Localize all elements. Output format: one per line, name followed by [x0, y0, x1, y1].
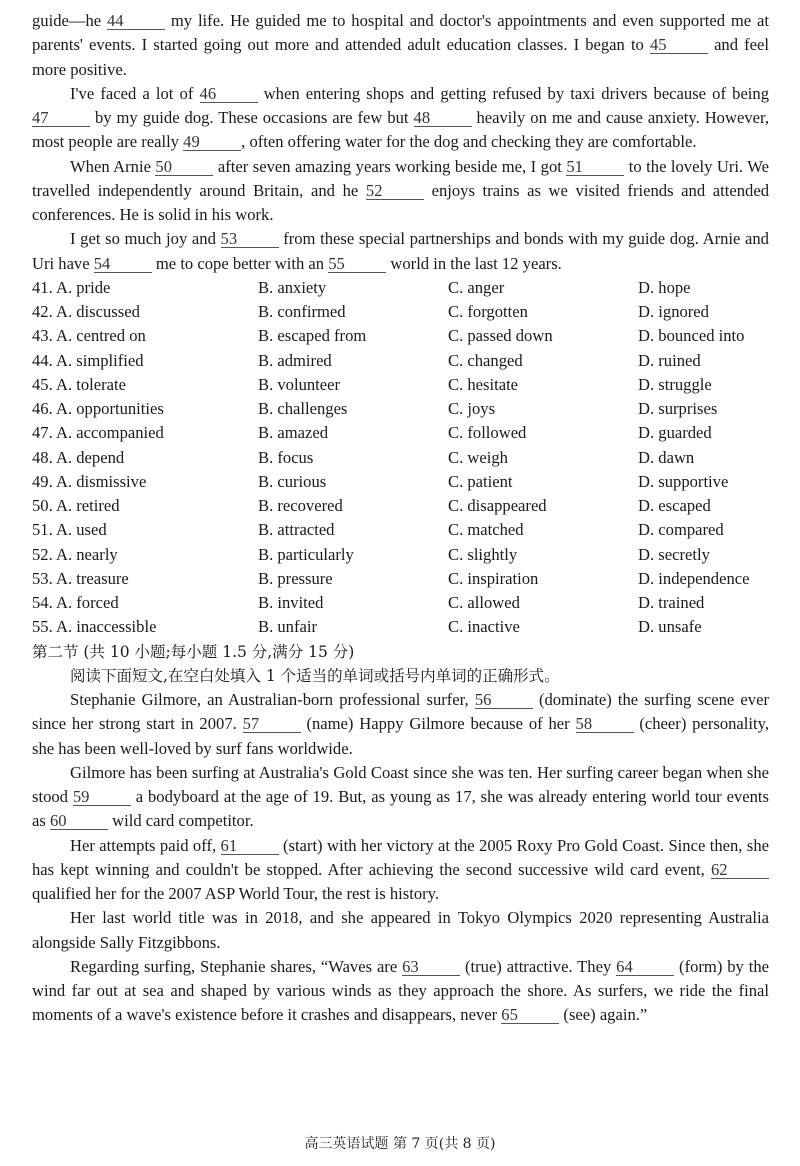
option-a[interactable]: A. discussed [55, 302, 140, 321]
option-a[interactable]: A. tolerate [55, 374, 127, 394]
passage-text: me to cope better with an [151, 253, 329, 273]
answer-blank[interactable]: 58 [576, 715, 634, 733]
passage-text: I've faced a lot of [70, 83, 200, 103]
passage-text: , often offering water for the dog and checking they are comfortable. [241, 132, 697, 152]
option-d[interactable]: D. escaped [638, 496, 711, 515]
option-a[interactable]: A. retired [55, 496, 120, 515]
option-c[interactable]: C. disappeared [448, 496, 547, 515]
option-a[interactable]: A. accompanied [55, 423, 164, 443]
answer-blank[interactable]: 45 [650, 36, 708, 54]
option-a-cell [32, 276, 258, 300]
option-d[interactable]: D. surprises [638, 399, 718, 418]
passage-text: (form) by the wind far out at sea and shaped by various winds as they approach the shore. As surfers, we ride the final moments of a wave's existence before it crashes and disappears, never [32, 956, 769, 1025]
question-number: 51. [32, 520, 53, 540]
passage-text: a bodyboard at the age of 19. But, as young as 17, she was already entering world tour events as [32, 787, 769, 831]
option-c[interactable]: C. forgotten [448, 302, 528, 321]
option-c[interactable]: C. weigh [448, 447, 508, 467]
option-a-cell [32, 543, 258, 567]
option-a-cell [32, 567, 258, 591]
question-options-row [32, 397, 769, 421]
answer-blank[interactable]: 54 [94, 255, 152, 273]
question-number: 50. [32, 496, 53, 515]
passage-text: (name) Happy Gilmore because of her [300, 714, 576, 734]
option-b[interactable]: B. focus [258, 447, 314, 467]
paragraph [32, 688, 769, 761]
question-options-row [32, 470, 769, 494]
section-2-instruction: 阅读下面短文,在空白处填入 1 个适当的单词或括号内单词的正确形式。 [70, 666, 560, 685]
question-options-row [32, 324, 769, 348]
passage-text: when entering shops and getting refused by taxi drivers because of being [257, 83, 770, 103]
option-a[interactable]: A. centred on [55, 326, 146, 346]
question-number: 49. [32, 471, 53, 491]
option-d[interactable]: D. compared [638, 520, 724, 540]
question-options-row [32, 543, 769, 567]
question-number: 43. [32, 326, 53, 346]
answer-blank[interactable]: 60 [50, 812, 108, 830]
answer-blank[interactable]: 51 [566, 158, 624, 176]
option-c[interactable]: C. joys [448, 399, 496, 418]
option-b[interactable]: B. challenges [258, 399, 348, 418]
paragraph [32, 155, 769, 228]
option-a[interactable]: A. forced [55, 593, 119, 612]
passage-text: heavily on me and cause anxiety. However, most people are really [32, 108, 769, 152]
option-b[interactable]: B. unfair [258, 617, 317, 637]
passage-text: Her last world title was in 2018, and she appeared in Tokyo Olympics 2020 representing Australia alongside Sally Fitzgibbons. [32, 908, 769, 952]
option-d[interactable]: D. ruined [638, 350, 701, 370]
option-b[interactable]: B. particularly [258, 544, 354, 564]
question-number: 44. [32, 350, 53, 370]
option-a-cell [32, 397, 258, 421]
option-a-cell [32, 615, 258, 639]
answer-blank[interactable]: 55 [328, 255, 386, 273]
option-a-cell [32, 421, 258, 445]
passage-text: Regarding surfing, Stephanie shares, “Waves are [70, 956, 403, 976]
option-d[interactable]: D. supportive [638, 471, 729, 491]
option-a[interactable]: A. treasure [55, 568, 129, 588]
question-number: 46. [32, 399, 53, 418]
option-a-cell [32, 300, 258, 324]
option-b[interactable]: B. escaped from [258, 326, 367, 346]
grammar-fill-passage [32, 688, 769, 1028]
passage-text: (cheer) personality, she has been well-loved by surf fans worldwide. [32, 714, 769, 758]
answer-blank[interactable]: 53 [221, 230, 279, 248]
question-number: 54. [32, 593, 53, 612]
cloze-passage [32, 9, 769, 276]
option-c[interactable]: C. followed [448, 423, 527, 443]
passage-text: from these special partnerships and bonds with my guide dog. Arnie and Uri have [32, 229, 769, 273]
passage-text: after seven amazing years working beside me, I got [213, 156, 567, 176]
option-b[interactable]: B. attracted [258, 520, 335, 540]
option-c[interactable]: C. allowed [448, 593, 520, 612]
passage-text: qualified her for the 2007 ASP World Tour, the rest is history. [32, 884, 440, 903]
option-c[interactable]: C. changed [448, 350, 523, 370]
option-d[interactable]: D. trained [638, 593, 705, 612]
question-number: 53. [32, 568, 53, 588]
question-options-row [32, 494, 769, 518]
question-number: 45. [32, 374, 53, 394]
passage-text: Gilmore has been surfing at Australia's Gold Coast since she was ten. Her surfing career began when she stood [32, 762, 769, 806]
answer-blank[interactable]: 63 [402, 958, 460, 976]
question-number: 41. [32, 277, 53, 297]
answer-blank[interactable]: 47 [32, 109, 90, 127]
option-d[interactable]: D. independence [638, 568, 750, 588]
question-number: 55. [32, 617, 53, 637]
section-2-title: 第二节 (共 10 小题;每小题 1.5 分,满分 15 分) [32, 642, 355, 661]
passage-text: my life. He guided me to hospital and doctor's appointments and even supported me at parents' events. I started going out more and attended adult education classes. I began to [32, 11, 769, 55]
option-a[interactable]: A. dismissive [55, 471, 147, 491]
option-b[interactable]: B. curious [258, 471, 327, 491]
option-d[interactable]: D. bounced into [638, 326, 745, 346]
option-b[interactable]: B. anxiety [258, 277, 327, 297]
option-a[interactable]: A. used [55, 520, 107, 540]
option-a-cell [32, 470, 258, 494]
option-c[interactable]: C. matched [448, 520, 524, 540]
option-c[interactable]: C. anger [448, 277, 505, 297]
option-b[interactable]: B. amazed [258, 423, 329, 443]
passage-text: enjoys trains as we visited friends and attended conferences. He is solid in his work. [32, 180, 770, 224]
question-number: 42. [32, 302, 53, 321]
passage-text: When Arnie [70, 156, 156, 176]
passage-text: Stephanie Gilmore, an Australian-born professional surfer, [70, 690, 475, 709]
option-c[interactable]: C. passed down [448, 326, 553, 346]
option-c[interactable]: C. hesitate [448, 374, 519, 394]
question-options-row [32, 276, 769, 300]
answer-blank[interactable]: 44 [107, 12, 165, 30]
question-options-row [32, 349, 769, 373]
paragraph [32, 227, 769, 276]
paragraph [32, 761, 769, 834]
passage-text: (true) attractive. They [460, 956, 617, 976]
question-options-row [32, 373, 769, 397]
passage-text: (dominate) the surfing scene ever since her strong start in 2007. [32, 690, 769, 734]
passage-text: and feel more positive. [32, 35, 769, 79]
option-d[interactable]: D. unsafe [638, 617, 702, 637]
passage-text: Her attempts paid off, [70, 835, 221, 855]
option-a[interactable]: A. inaccessible [55, 617, 157, 637]
option-a[interactable]: A. opportunities [55, 399, 164, 418]
section-2 [32, 640, 769, 1028]
passage-text: wild card competitor. [107, 811, 254, 831]
option-d[interactable]: D. guarded [638, 423, 712, 443]
question-options-row [32, 518, 769, 542]
passage-text: (start) with her victory at the 2005 Roxy Pro Gold Coast. Since then, she has kept winning and couldn't be stopped. After achieving the second successive wild card event, [32, 835, 769, 879]
passage-text: to the lovely Uri. We travelled independently around Britain, and he [32, 156, 769, 200]
option-b[interactable]: B. invited [258, 593, 324, 612]
question-options-row [32, 300, 769, 324]
paragraph [32, 834, 769, 907]
answer-blank[interactable]: 61 [221, 837, 279, 855]
option-d[interactable]: D. dawn [638, 447, 695, 467]
answer-blank[interactable]: 59 [73, 788, 131, 806]
question-options-row [32, 421, 769, 445]
paragraph [32, 82, 769, 155]
cloze-options-list [32, 276, 769, 640]
paragraph [32, 955, 769, 1028]
option-c[interactable]: C. inactive [448, 617, 520, 637]
answer-blank[interactable]: 49 [183, 133, 241, 151]
passage-text: (see) again.” [559, 1005, 648, 1025]
option-d[interactable]: D. secretly [638, 544, 710, 564]
question-options-row [32, 446, 769, 470]
answer-blank[interactable]: 50 [155, 158, 213, 176]
option-a-cell [32, 494, 258, 518]
answer-blank[interactable]: 56 [475, 691, 533, 709]
option-a[interactable]: A. simplified [55, 350, 144, 370]
paragraph [32, 9, 769, 82]
answer-blank[interactable]: 52 [366, 182, 424, 200]
option-a-cell [32, 373, 258, 397]
question-options-row [32, 591, 769, 615]
page-footer: 高三英语试题 第 7 页(共 8 页) [304, 1136, 496, 1152]
answer-blank[interactable]: 57 [243, 715, 301, 733]
answer-blank[interactable]: 65 [501, 1006, 559, 1024]
passage-text: by my guide dog. These occasions are few but [90, 108, 414, 127]
exam-page [32, 9, 769, 1028]
passage-text: world in the last 12 years. [386, 253, 562, 273]
option-a-cell [32, 591, 258, 615]
option-a[interactable]: A. pride [55, 277, 111, 297]
answer-blank[interactable]: 64 [616, 958, 674, 976]
option-a-cell [32, 518, 258, 542]
option-d[interactable]: D. hope [638, 277, 691, 297]
answer-blank[interactable]: 46 [200, 85, 258, 103]
option-a-cell [32, 324, 258, 348]
option-a-cell [32, 446, 258, 470]
question-options-row [32, 567, 769, 591]
passage-text: I get so much joy and [70, 229, 221, 249]
answer-blank[interactable]: 62 [711, 861, 769, 879]
option-c[interactable]: C. slightly [448, 544, 518, 564]
passage-text: guide—he [32, 11, 107, 30]
question-options-row [32, 615, 769, 639]
answer-blank[interactable]: 48 [414, 109, 472, 127]
question-number: 47. [32, 423, 53, 443]
option-b[interactable]: B. volunteer [258, 374, 341, 394]
option-a[interactable]: A. depend [55, 447, 125, 467]
option-b[interactable]: B. recovered [258, 496, 343, 515]
question-number: 48. [32, 447, 53, 467]
option-d[interactable]: D. struggle [638, 374, 712, 394]
option-b[interactable]: B. pressure [258, 568, 333, 588]
paragraph [32, 906, 769, 955]
option-c[interactable]: C. patient [448, 471, 513, 491]
option-a[interactable]: A. nearly [55, 544, 118, 564]
option-c[interactable]: C. inspiration [448, 568, 539, 588]
option-d[interactable]: D. ignored [638, 302, 709, 321]
option-b[interactable]: B. confirmed [258, 302, 346, 321]
question-number: 52. [32, 544, 53, 564]
option-b[interactable]: B. admired [258, 350, 332, 370]
option-a-cell [32, 349, 258, 373]
